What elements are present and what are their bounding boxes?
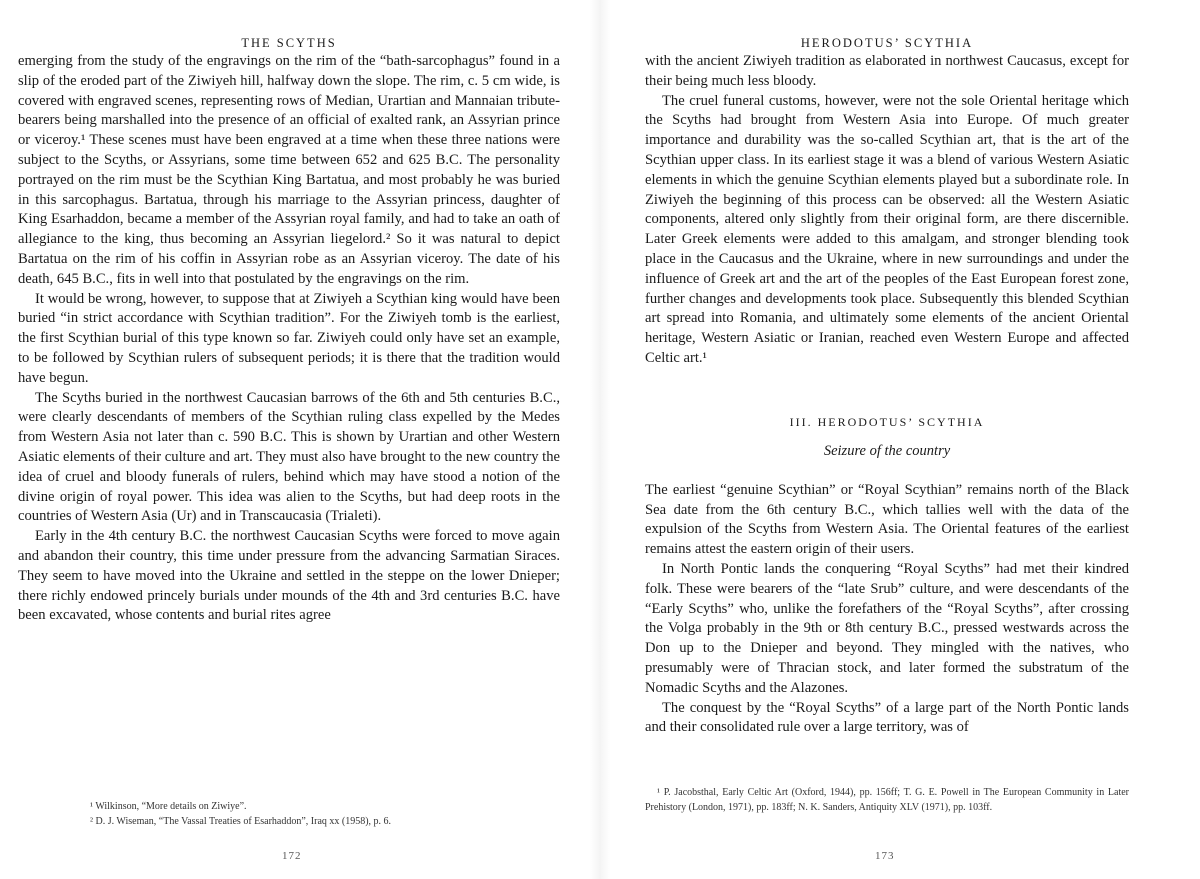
paragraph: It would be wrong, however, to suppose that at Ziwiyeh a Scythian king would have been buried “in strict accordance with Scythian tradition”. For the Ziwiyeh tomb is the earliest, the first Scythian burial of this type known so far. Ziwiyeh could only have set an example, to be followed by Scythian rulers of subsequent periods; it is there that the tradition would have begun. <box>18 290 560 386</box>
paragraph: The cruel funeral customs, however, were not the sole Oriental heritage which the Scyths had brought from Western Asia into Europe. Of much greater importance and durability was the so-called Scythian art, that is the art of the Scythian upper class. In its earliest stage it was a blend of various Western Asiatic elements in which the genuine Scythian elements played but a subordinate role. In Ziwiyeh the beginning of this process can be observed: all the Western Asiatic components, altered only slightly from their original form, are there discernible. Later Greek elements were added to this amalgam, and stronger blending took place in the Caucasus and the Ukraine, where in new surroundings and under the influence of Greek art and the art of the peoples of the East European forest zone, further changes and developments took place. Subsequently this blended Scythian art spread into Romania, and ultimately some elements of the ancient Oriental heritage, Western Asiatic or Iranian, reached even Western Europe and affected Celtic art.¹ <box>645 92 1129 366</box>
paragraph: In North Pontic lands the conquering “Royal Scyths” had met their kindred folk. These were bearers of the “late Srub” culture, and were descendants of the “Early Scyths” who, unlike the forefathers of the “Royal Scyths”, after crossing the Volga probably in the 9th or 8th century B.C., pressed westwards across the Don up to the Dnieper and beyond. They mingled with the natives, who presumably were of Thracian stock, and later formed the substratum of the Nomadic Scyths and the Alazones. <box>645 560 1129 696</box>
paragraph: with the ancient Ziwiyeh tradition as elaborated in northwest Caucasus, except for their being much less bloody. <box>645 53 1129 89</box>
book-gutter <box>590 0 610 879</box>
paragraph: The conquest by the “Royal Scyths” of a large part of the North Pontic lands and their consolidated rule over a large territory, was of <box>645 699 1129 736</box>
page-number: 173 <box>875 850 895 862</box>
running-head: HERODOTUS’ SCYTHIA <box>800 36 974 50</box>
paragraph: Early in the 4th century B.C. the northwest Caucasian Scyths were forced to move again and abandon their country, this time under pressure from the advancing Sarmatian Siraces. They seem to have moved into the Ukraine and settled in the steppe on the lower Dnieper; there richly endowed princely burials under mounds of the 4th and 3rd centuries B.C. have been excavated, whose contents and burial rites agree <box>18 528 560 624</box>
section-subtitle: Seizure of the country <box>823 442 951 459</box>
page-number: 172 <box>282 850 302 862</box>
paragraph: emerging from the study of the engravings on the rim of the “bath-sarcophagus” found in a slip of the eroded part of the Ziwiyeh hill, halfway down the slope. The rim, c. 5 cm wide, is covered with engraved scenes, representing rows of Median, Urartian and Mannaian tribute-bearers being marshalled into the presence of an official of exalted rank, an Assyrian prince or viceroy.¹ These scenes must have been engraved at a time when these three nations were subject to the Scyths, or Assyrians, some time between 652 and 625 B.C. The personality portrayed on the rim must be the Scythian King Bartatua, and most probably he was buried in this sarcophagus. Bartatua, through his marriage to the Assyrian princess, daughter of King Esarhaddon, became a member of the Assyrian royal family, and had to take an oath of allegiance to the king, thus becoming an Assyrian liegelord.² So it was natural to depict Bartatua on the rim of his coffin in Assyrian robe as an Assyrian viceroy. The date of his death, 645 B.C., fits in well into that postulated by the engravings on the rim. <box>18 53 560 287</box>
body-text <box>645 481 1129 738</box>
footnote: ² D. J. Wiseman, “The Vassal Treaties of Esarhaddon”, Iraq xx (1958), p. 6. <box>90 815 392 827</box>
left-page <box>18 0 560 879</box>
right-page <box>645 0 1129 879</box>
body-text <box>18 52 560 626</box>
section-title: III. HERODOTUS’ SCYTHIA <box>789 414 985 429</box>
running-head: THE SCYTHS <box>241 36 337 50</box>
footnote: ¹ P. Jacobsthal, Early Celtic Art (Oxford, 1944), pp. 156ff; T. G. E. Powell in The European Community in Later Prehistory (London, 1971), pp. 183ff; N. K. Sanders, Antiquity XLV (1971), pp. 103ff. <box>645 787 1129 813</box>
footnotes <box>78 800 538 829</box>
footnote: ¹ Wilkinson, “More details on Ziwiye”. <box>90 801 247 812</box>
body-text <box>645 52 1129 369</box>
paragraph: The Scyths buried in the northwest Caucasian barrows of the 6th and 5th centuries B.C., were clearly descendants of members of the Scythian ruling class expelled by the Medes from Western Asia not later than c. 590 B.C. This is shown by Urartian and other Western Asiatic elements of their culture and art. They must also have brought to the new country the idea of cruel and bloody funerals of rulers, behind which may have stood a notion of the divine origin of royal power. This idea was alien to the Scyths, but had deep roots in the countries of Western Asia (Ur) and in Transcaucasia (Trialeti). <box>18 389 560 525</box>
paragraph: The earliest “genuine Scythian” or “Royal Scythian” remains north of the Black Sea date from the 6th century B.C., which tallies well with the data of the expulsion of the Scyths from Western Asia. The Oriental features of the earliest remains attest the eastern origin of their users. <box>645 481 1129 558</box>
footnotes <box>645 786 1129 815</box>
